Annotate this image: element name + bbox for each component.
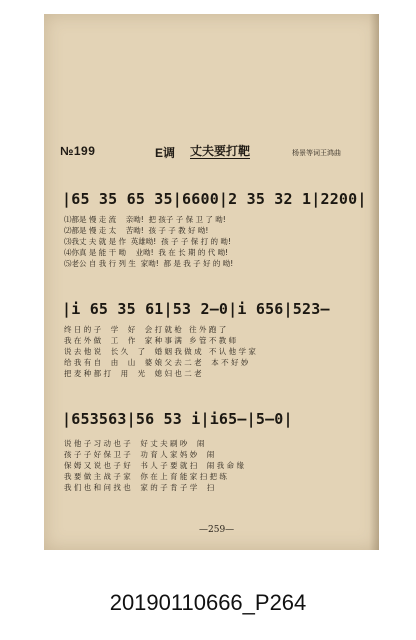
song-number: №199 <box>60 144 96 158</box>
lyric-line: 我 要 做 主 战 子 家 你 在 上 育 能 家 扫 把 练 <box>64 472 227 481</box>
notation-line-2: |i 65 35 61|53 2–0|i 656|523– <box>62 300 330 318</box>
lyric-line: ⑶我丈 夫 就 是 作 英雄呦! 孩 子 子 保 打 的 呦! <box>64 237 231 246</box>
lyric-line: 保 姆 又 说 也 子 好 书 人 子 要 就 扫 闹 我 命 缘 <box>64 461 244 470</box>
lyric-line: 把 麦 种 都 打 用 光 媳 妇 也 二 老 <box>64 369 209 378</box>
lyrics-block-1 <box>64 214 364 269</box>
lyrics-block-3 <box>64 438 364 493</box>
lyric-line: 我 们 也 和 问 找 也 家 的 子 肯 子 学 扫 <box>64 483 215 492</box>
lyric-line: 我 在 外 做 工 作 家 种 事 满 乡 管 不 教 师 <box>64 336 237 345</box>
song-key: E调 <box>155 146 176 160</box>
lyric-line: ⑴都是 慢 走 流 亲呦! 把 孩子 子 保 卫 了 呦! <box>64 215 226 224</box>
song-title: 丈夫要打靶 <box>190 144 251 158</box>
song-credit: 杨景等词王鸿曲 <box>292 149 341 157</box>
page-number: —259— <box>199 525 235 535</box>
lyric-line: ⑸老公 自 我 行 列 生 家呦! 都 是 我 子 好 的 呦! <box>64 259 234 268</box>
archive-caption: 20190110666_P264 <box>109 590 307 615</box>
lyric-line: 说 他 子 习 动 也 子 好 丈 夫 刷 吵 闹 <box>64 439 205 448</box>
lyric-line: 孩 子 子 好 保 卫 子 功 育 人 家 妈 妙 闹 <box>64 450 215 459</box>
notation-line-1: |65 35 65 35|6600|2 35 32 1|2200| <box>62 190 367 208</box>
lyric-line: ⑷你真 是 能 干 呦 业呦! 我 在 长 期 的 代 呦! <box>64 248 229 257</box>
lyric-line: 给 我 有 自 由 山 婆 娘 父 去 二 老 本 不 好 妙 <box>64 358 249 367</box>
songbook-page <box>44 14 379 550</box>
lyric-line: ⑵都是 慢 走 太 苦呦! 孩 子 子 教 好 呦! <box>64 226 209 235</box>
notation-line-3: |653563|56 53 i|i65–|5–0| <box>62 410 293 428</box>
page-spine-shadow <box>369 14 379 550</box>
lyric-line: 终 日 的 子 学 好 会 打 就 枪 往 外 跑 了 <box>64 325 227 334</box>
song-header <box>60 144 370 166</box>
lyrics-block-2 <box>64 324 364 379</box>
lyric-line: 说 去 他 说 长 久 了 婚 姻 我 做 成 不 认 他 学 家 <box>64 347 256 356</box>
